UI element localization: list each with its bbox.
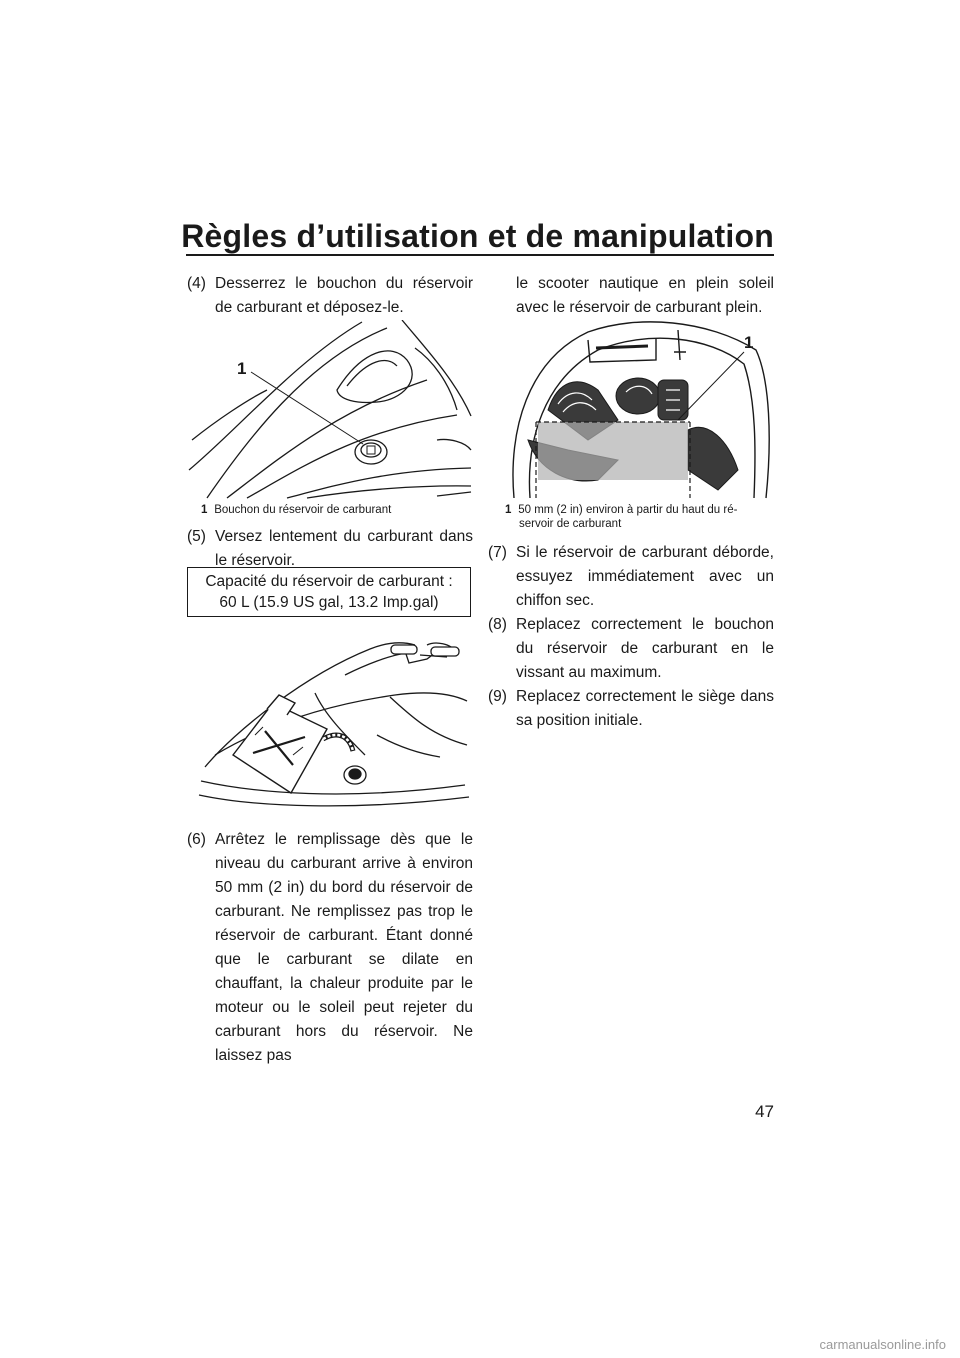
capacity-label: Capacité du réservoir de carburant : bbox=[205, 573, 453, 590]
step-9 bbox=[488, 685, 774, 733]
step-8 bbox=[488, 613, 774, 685]
caption-number: 1 bbox=[505, 504, 512, 516]
page-title: Règles d’utilisation et de manipulation bbox=[181, 218, 774, 254]
page-number: 47 bbox=[755, 1102, 774, 1121]
caption-text-line1: 50 mm (2 in) environ à partir du haut du ré- bbox=[518, 504, 738, 516]
step-6-continued bbox=[488, 272, 774, 320]
step-4 bbox=[187, 272, 473, 320]
figure-callout: 1 bbox=[237, 359, 247, 378]
step-number: (6) bbox=[187, 831, 206, 848]
step-number: (9) bbox=[488, 688, 507, 705]
step-text: Replacez correctement le bouchon du réservoir de carburant en le vissant au maximum. bbox=[516, 616, 774, 681]
caption-text-line2: servoir de carburant bbox=[519, 518, 622, 530]
step-text: le scooter nautique en plein soleil avec le réservoir de carburant plein. bbox=[516, 275, 774, 316]
figure-fuel-cap bbox=[187, 320, 473, 500]
figure-caption bbox=[201, 503, 471, 517]
step-text: Versez lentement du carburant dans le réservoir. bbox=[215, 528, 473, 569]
step-number: (5) bbox=[187, 528, 206, 545]
step-number: (4) bbox=[187, 275, 206, 292]
header-rule bbox=[186, 254, 774, 256]
step-text: Desserrez le bouchon du réservoir de carburant et déposez-le. bbox=[215, 275, 473, 316]
step-text: Arrêtez le remplissage dès que le niveau du carburant arrive à environ 50 mm (2 in) du bord du réservoir de carburant. Ne remplissez pas trop le réservoir de carburant. Étant donné que le carburant se dilate en chauffant, la chaleur produite par le moteur ou le soleil peut rejeter du carburant hors du réservoir. Ne laissez pas bbox=[215, 831, 473, 1064]
step-text: Si le réservoir de carburant déborde, essuyez immédiatement avec un chiffon sec. bbox=[516, 544, 774, 609]
figure-fuel-level bbox=[508, 320, 774, 500]
step-6 bbox=[187, 828, 473, 1068]
watermark-link[interactable]: carmanualsonline.info bbox=[819, 1337, 946, 1352]
caption-number: 1 bbox=[201, 504, 208, 516]
figure-caption bbox=[505, 503, 775, 531]
figure-callout: 1 bbox=[744, 333, 754, 352]
step-number: (7) bbox=[488, 544, 507, 561]
caption-text: Bouchon du réservoir de carburant bbox=[214, 504, 392, 516]
capacity-box bbox=[187, 567, 471, 617]
step-7 bbox=[488, 541, 774, 613]
figure-refuel-jerrycan bbox=[195, 635, 471, 810]
capacity-value: 60 L (15.9 US gal, 13.2 Imp.gal) bbox=[219, 594, 439, 611]
step-5 bbox=[187, 525, 473, 573]
step-text: Replacez correctement le siège dans sa position initiale. bbox=[516, 688, 774, 729]
step-number: (8) bbox=[488, 616, 507, 633]
